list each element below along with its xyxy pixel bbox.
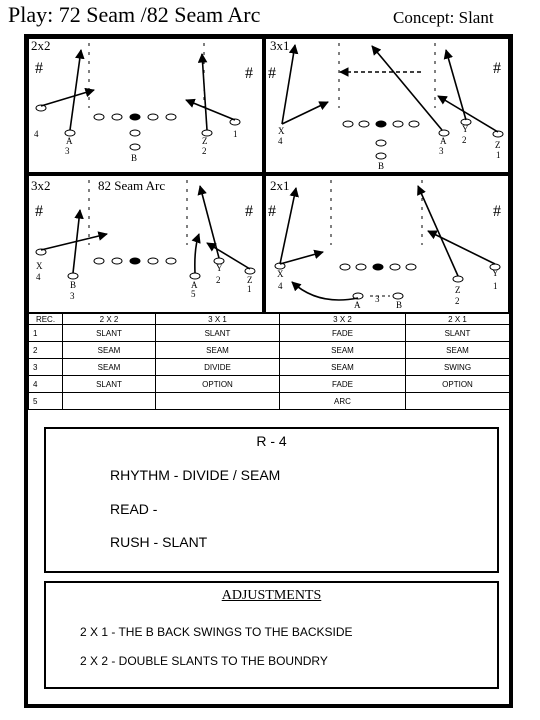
back-b: [393, 293, 403, 299]
table-cell: SEAM: [63, 359, 156, 376]
player-label: 4: [278, 281, 283, 291]
adjustments-title: ADJUSTMENTS: [221, 588, 322, 603]
route-seam-2: [418, 186, 458, 276]
player-label: Y: [492, 268, 499, 278]
table-cell: 3: [29, 359, 63, 376]
player-label: 3: [70, 291, 75, 301]
table-cell: SEAM: [406, 342, 510, 359]
table-cell: [156, 393, 280, 410]
table-row: [29, 376, 510, 393]
hash-mark: #: [268, 203, 276, 220]
player-label: X: [277, 269, 284, 279]
player-label: 3: [375, 294, 380, 304]
route-slant-4: [41, 90, 94, 106]
player-label: 4: [34, 129, 39, 139]
table-cell: FADE: [280, 325, 406, 342]
player-label: 2: [455, 296, 460, 306]
table-header-row: [29, 314, 510, 325]
offensive-line: [94, 258, 176, 264]
back-b: [376, 153, 386, 159]
player-label: 5: [191, 289, 196, 299]
offensive-line: [340, 264, 416, 270]
player-label: 1: [233, 129, 238, 139]
player-label: Y: [216, 263, 223, 273]
offensive-line: [343, 121, 419, 127]
player-label: B: [396, 300, 403, 310]
table-cell: SEAM: [280, 359, 406, 376]
hash-mark: #: [245, 203, 253, 220]
route-divide-3: [372, 46, 442, 130]
player-label: A: [66, 136, 73, 146]
hash-mark: #: [35, 203, 43, 220]
play-subtitle: 82 Seam Arc: [98, 178, 166, 193]
table-cell: SEAM: [63, 342, 156, 359]
player-label: B: [70, 280, 77, 290]
concept-label: Concept: Slant: [393, 8, 494, 27]
player-label: 4: [36, 272, 41, 282]
hash-mark: #: [493, 203, 501, 220]
diagram-2x2: [31, 38, 253, 163]
player-label: 1: [493, 281, 498, 291]
reads-title: R - 4: [256, 433, 287, 449]
table-cell: 4: [29, 376, 63, 393]
player-label: Z: [455, 285, 461, 295]
center: [373, 264, 383, 270]
player-label: X: [36, 261, 43, 271]
table-cell: ARC: [280, 393, 406, 410]
table-cell: SEAM: [280, 342, 406, 359]
route-table: [28, 313, 510, 410]
table-cell: 5: [29, 393, 63, 410]
player-label: 2: [202, 146, 207, 156]
table-cell: SEAM: [156, 342, 280, 359]
player-label: A: [440, 136, 447, 146]
table-cell: [63, 393, 156, 410]
table-cell: FADE: [280, 376, 406, 393]
player-label: 2: [462, 135, 467, 145]
back-b: [68, 273, 78, 279]
route-fade-4: [41, 234, 107, 250]
table-header: REC.: [29, 314, 63, 325]
diagram-2x1: [268, 178, 501, 310]
table-header: 3 X 1: [156, 314, 280, 325]
route-swing-3: [292, 282, 358, 300]
route-seam-2: [202, 54, 207, 130]
formation-label: 2x2: [31, 38, 51, 53]
table-cell: SLANT: [406, 325, 510, 342]
table-cell: SLANT: [63, 376, 156, 393]
play-title: Play: 72 Seam /82 Seam Arc: [8, 2, 261, 27]
table-cell: 2: [29, 342, 63, 359]
rush-line: RUSH - SLANT: [110, 534, 208, 550]
table-cell: SLANT: [156, 325, 280, 342]
player-label: 3: [439, 146, 444, 156]
formation-label: 3x2: [31, 178, 51, 193]
offensive-line: [94, 114, 176, 120]
reads-box: [44, 427, 499, 573]
hash-mark: #: [245, 65, 253, 82]
play-diagrams: [28, 38, 509, 313]
player-label: 3: [65, 146, 70, 156]
route-slant-1: [428, 231, 495, 264]
adjustments-box: [44, 581, 499, 689]
table-cell: SWING: [406, 359, 510, 376]
route-option-x: [280, 188, 296, 264]
diagram-3x2: [31, 178, 255, 301]
route-seam-2: [200, 186, 219, 258]
quarterback: [130, 130, 140, 136]
player-label: Z: [202, 136, 208, 146]
table-header: 2 X 2: [63, 314, 156, 325]
player-label: 2: [216, 275, 221, 285]
route-seam-y: [446, 50, 466, 120]
route-slant-1: [186, 100, 235, 120]
table-cell: OPTION: [156, 376, 280, 393]
player-label: A: [354, 300, 361, 310]
route-seam-3: [70, 50, 81, 130]
route-arc-5: [195, 234, 199, 273]
formation-label: 3x1: [270, 38, 290, 53]
player-label: X: [278, 126, 285, 136]
table-cell: DIVIDE: [156, 359, 280, 376]
table-row: [29, 359, 510, 376]
table-row: [29, 393, 510, 410]
route-option-4: [282, 102, 328, 124]
adjustment-item: 2 X 2 - DOUBLE SLANTS TO THE BOUNDRY: [80, 654, 328, 668]
hash-mark: #: [35, 60, 43, 77]
table-row: [29, 342, 510, 359]
table-cell: OPTION: [406, 376, 510, 393]
center: [130, 258, 140, 264]
rhythm-line: RHYTHM - DIVIDE / SEAM: [110, 467, 281, 483]
route-fade-1: [207, 243, 250, 269]
center: [376, 121, 386, 127]
adjustment-item: 2 X 1 - THE B BACK SWINGS TO THE BACKSIDE: [80, 625, 353, 639]
hash-mark: #: [493, 60, 501, 77]
hash-mark: #: [268, 65, 276, 82]
table-header: 2 X 1: [406, 314, 510, 325]
player-label: 4: [278, 136, 283, 146]
player-label: B: [378, 161, 385, 171]
player-label: Z: [495, 140, 501, 150]
quarterback: [376, 140, 386, 146]
player-label: A: [191, 280, 198, 290]
back-b: [130, 144, 140, 150]
player-label: 1: [247, 284, 252, 294]
table-cell: 1: [29, 325, 63, 342]
table-cell: SLANT: [63, 325, 156, 342]
table-header: 3 X 2: [280, 314, 406, 325]
player-label: B: [131, 153, 138, 163]
player-label: Z: [247, 275, 253, 285]
read-line: READ -: [110, 501, 158, 517]
player-label: Y: [462, 124, 469, 134]
route-fade-x: [282, 45, 295, 124]
table-cell: [406, 393, 510, 410]
receiver-z: [453, 276, 463, 282]
formation-label: 2x1: [270, 178, 290, 193]
player-label: 1: [496, 150, 501, 160]
receiver-a: [190, 273, 200, 279]
diagram-3x1: [268, 38, 503, 171]
center: [130, 114, 140, 120]
route-option-4: [280, 252, 323, 264]
table-row: [29, 325, 510, 342]
